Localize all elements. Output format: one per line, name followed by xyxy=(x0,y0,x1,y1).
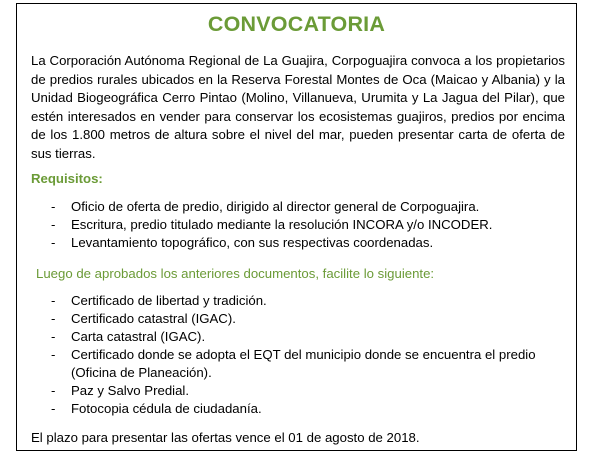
dash-bullet: - xyxy=(51,329,56,344)
list-item xyxy=(31,234,561,252)
dash-bullet: - xyxy=(51,235,56,250)
requirements-heading: Requisitos: xyxy=(31,171,103,186)
dash-bullet: - xyxy=(51,217,56,232)
list-item-text: Certificado donde se adopta el EQT del municipio donde se encuentra el predio (Oficina de Planeación). xyxy=(71,347,536,380)
list-item xyxy=(31,216,561,234)
dash-bullet: - xyxy=(51,199,56,214)
list-item-text: Oficio de oferta de predio, dirigido al director general de Corpoguajira. xyxy=(71,199,480,214)
list-item xyxy=(31,382,561,400)
announcement-title: CONVOCATORIA xyxy=(207,12,386,36)
list-item xyxy=(31,310,561,328)
list-item-text: Certificado catastral (IGAC). xyxy=(71,311,236,326)
list-item-text: Certificado de libertad y tradición. xyxy=(71,293,267,308)
list-item xyxy=(31,198,561,216)
dash-bullet: - xyxy=(51,347,56,362)
dash-bullet: - xyxy=(51,311,56,326)
intro-paragraph: La Corporación Autónoma Regional de La Guajira, Corpoguajira convoca a los propietarios de predios rurales ubicados en la Reserva Forestal Montes de Oca (Maicao y Albania) y la Unidad Biogeográfica Cerro Pintao (Molino, Villanueva, Urumita y La Jagua del Pilar), que estén interesados en vender para conservar los ecosistemas guajiros, predios por encima de los 1.800 metros de altura sobre el nivel del mar, pueden presentar carta de oferta de sus tierras. xyxy=(31,53,565,161)
dash-bullet: - xyxy=(51,401,56,416)
dash-bullet: - xyxy=(51,293,56,308)
list-item xyxy=(31,328,561,346)
list-item-text: Levantamiento topográfico, con sus respectivas coordenadas. xyxy=(71,235,434,250)
deadline-text: El plazo para presentar las ofertas vence el 01 de agosto de 2018. xyxy=(31,430,420,445)
list-item-text: Fotocopia cédula de ciudadanía. xyxy=(71,401,262,416)
list-item xyxy=(31,346,561,382)
dash-bullet: - xyxy=(51,383,56,398)
announcement-frame xyxy=(16,3,577,451)
list-item xyxy=(31,400,561,418)
after-approval-note: Luego de aprobados los anteriores documentos, facilite lo siguiente: xyxy=(36,266,435,281)
list-item-text: Escritura, predio titulado mediante la resolución INCORA y/o INCODER. xyxy=(71,217,493,232)
list-item-text: Paz y Salvo Predial. xyxy=(71,383,190,398)
list-item xyxy=(31,292,561,310)
list-item-text: Carta catastral (IGAC). xyxy=(71,329,206,344)
requirements-list xyxy=(31,198,561,252)
documents-list xyxy=(31,292,561,418)
